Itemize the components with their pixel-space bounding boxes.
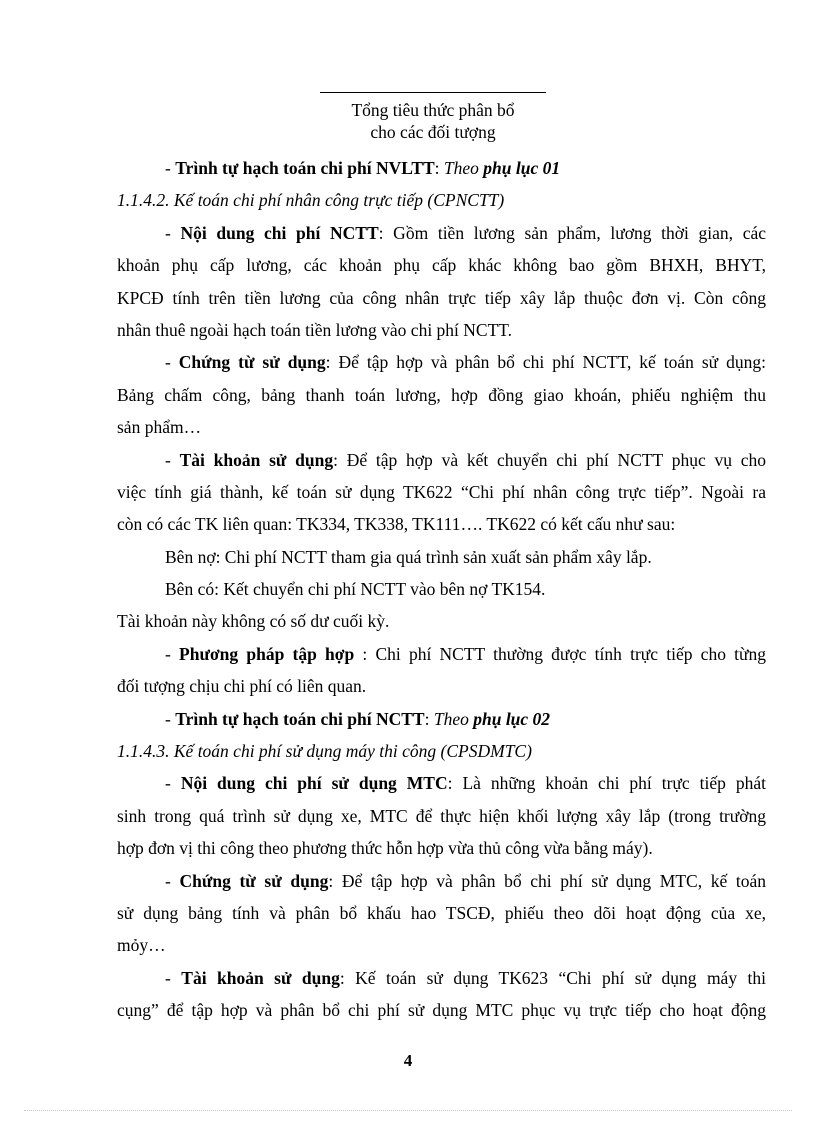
fraction-line-2: cho các đối tượng [370,122,496,142]
paragraph-method-ncpt: - Phương pháp tập hợp : Chi phí NCTT thường được tính trực tiếp cho từng [165,643,767,664]
paragraph-documents-mtc: - Chứng từ sử dụng: Để tập hợp và phân bổ chi phí sử dụng MTC, kế toán [165,870,767,891]
text-line: việc tính giá thành, kế toán sử dụng TK622 “Chi phí nhân công trực tiếp”. Ngoài ra [117,481,766,502]
section-heading-1-1-4-2: 1.1.4.2. Kế toán chi phí nhân công trực tiếp (CPNCTT) [117,190,505,211]
paragraph-debit-side: Bên nợ: Chi phí NCTT tham gia quá trình sản xuất sản phẩm xây lắp. [165,546,652,567]
text-line: cụng” để tập hợp và phân bổ chi phí sử dụng MTC phục vụ trực tiếp cho hoạt động [117,1000,766,1021]
text-line: mỏy… [117,935,166,956]
text-line: Bảng chấm công, bảng thanh toán lương, hợp đồng giao khoán, phiếu nghiệm thu [117,384,766,405]
fraction-line-1: Tổng tiêu thức phân bổ [351,100,515,120]
text-line: khoản phụ cấp lương, các khoản phụ cấp khác không bao gồm BHXH, BHYT, [117,255,766,276]
text-line: hợp đơn vị thi công theo phương thức hỗn hợp vừa thủ công vừa bằng máy). [117,838,653,859]
paragraph-credit-side: Bên có: Kết chuyển chi phí NCTT vào bên nợ TK154. [165,579,546,600]
text-line: KPCĐ tính trên tiền lương của công nhân trực tiếp xây lắp thuộc đơn vị. Còn công [117,287,766,308]
page-bottom-divider [24,1110,792,1111]
body-text [117,152,766,1027]
text-line: đối tượng chịu chi phí có liên quan. [117,676,367,697]
text-line: sinh trong quá trình sử dụng xe, MTC để thực hiện khối lượng xây lắp (trong trường [117,805,766,826]
paragraph-no-balance: Tài khoản này không có số dư cuối kỳ. [117,611,390,632]
paragraph-content-mtc: - Nội dung chi phí sử dụng MTC: Là những khoản chi phí trực tiếp phát [165,773,766,794]
text-line: còn có các TK liên quan: TK334, TK338, TK111…. TK622 có kết cấu như sau: [117,514,676,535]
paragraph-procedure-ncpt: - Trình tự hạch toán chi phí NCTT: Theo phụ lục 02 [165,708,551,729]
text-line: sản phẩm… [117,417,202,438]
paragraph-procedure-nvltt: - Trình tự hạch toán chi phí NVLTT: Theo phụ lục 01 [165,158,561,178]
page-number: 4 [403,1051,413,1070]
paragraph-accounts-ncpt: - Tài khoản sử dụng: Để tập hợp và kết chuyển chi phí NCTT phục vụ cho [165,449,766,470]
fraction-denominator [320,92,546,143]
paragraph-documents-ncpt: - Chứng từ sử dụng: Để tập hợp và phân bổ chi phí NCTT, kế toán sử dụng: [165,352,766,373]
section-heading-1-1-4-3: 1.1.4.3. Kế toán chi phí sử dụng máy thi công (CPSDMTC) [117,741,532,762]
text-line: nhân thuê ngoài hạch toán tiền lương vào chi phí NCTT. [117,319,513,340]
text-line: sử dụng bảng tính và phân bổ khấu hao TSCĐ, phiếu theo dõi hoạt động của xe, [117,902,766,923]
paragraph-accounts-mtc: - Tài khoản sử dụng: Kế toán sử dụng TK623 “Chi phí sử dụng máy thi [165,967,766,988]
paragraph-content-ncpt: - Nội dung chi phí NCTT: Gồm tiền lương sản phẩm, lương thời gian, các [165,222,767,243]
